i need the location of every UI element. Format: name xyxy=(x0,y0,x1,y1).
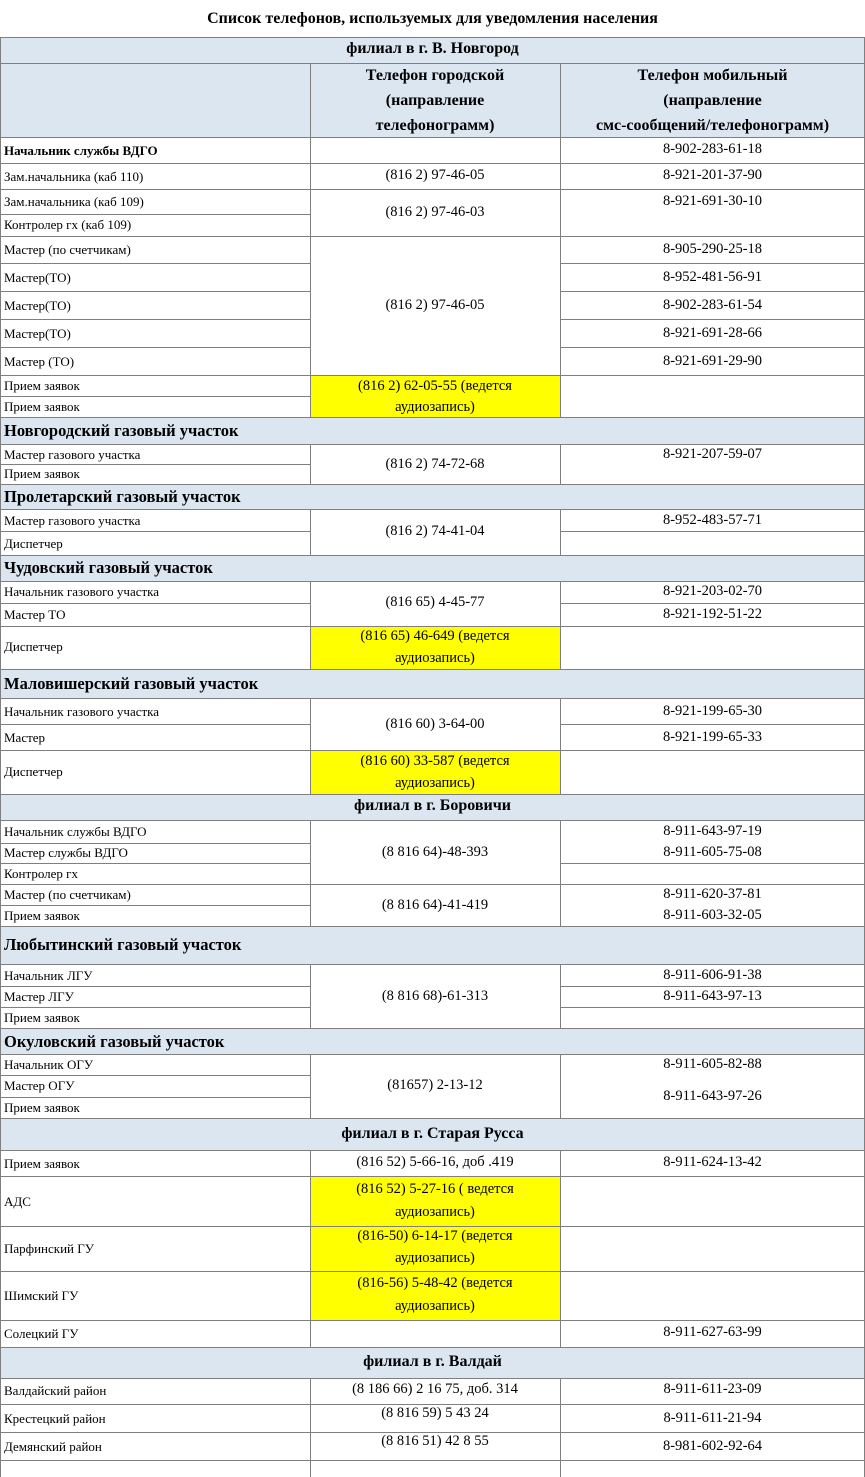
column-header-city: Телефон городской (направление телефонограмм) xyxy=(365,67,505,134)
row-label: Мастер(ТО) xyxy=(4,326,71,341)
grid-line xyxy=(0,214,310,215)
row-label: Крестецкий район xyxy=(4,1411,106,1426)
mobile-phone: 8-911-624-13-42 xyxy=(663,1154,762,1170)
grid-line xyxy=(560,724,865,725)
grid-line xyxy=(0,263,310,264)
city-phone: (816 52) 5-66-16, доб .419 xyxy=(356,1154,514,1170)
mobile-phone: 8-911-605-82-88 xyxy=(663,1056,762,1072)
row-label: Мастер ТО xyxy=(4,607,66,622)
grid-line xyxy=(0,396,310,397)
city-phone: (8 816 59) 5 43 24 xyxy=(381,1405,489,1421)
grid-line xyxy=(0,603,310,604)
mobile-phone: 8-952-481-56-91 xyxy=(662,269,763,285)
grid-line xyxy=(0,1460,865,1461)
row-label: Диспетчер xyxy=(4,536,63,551)
city-phone: (816 2) 97-46-03 xyxy=(385,204,485,220)
row-label: Прием заявок xyxy=(4,1156,80,1171)
row-label: Прием заявок xyxy=(4,378,80,393)
grid-line xyxy=(0,905,310,906)
mobile-phone: 8-921-691-29-90 xyxy=(662,353,763,369)
city-phone-recorded: аудиозапись) xyxy=(395,399,475,415)
grid-line xyxy=(310,1150,311,1347)
mobile-phone: 8-921-203-02-70 xyxy=(662,583,763,599)
city-phone: (8 816 64)-41-419 xyxy=(381,897,489,913)
grid-line xyxy=(0,1320,865,1321)
grid-line xyxy=(0,698,865,699)
row-label: Мастер xyxy=(4,730,46,745)
row-label: Демянский район xyxy=(4,1439,102,1454)
row-label: Прием заявок xyxy=(4,908,80,923)
city-phone: (816 2) 74-72-68 xyxy=(385,456,485,472)
grid-line xyxy=(0,626,865,627)
row-label: Начальник газового участка xyxy=(4,584,160,599)
row-label: Прием заявок xyxy=(4,1100,80,1115)
grid-line xyxy=(560,863,865,864)
mobile-phone: 8-921-201-37-90 xyxy=(662,167,763,183)
grid-line xyxy=(0,1347,865,1348)
city-phone: (8 816 64)-48-393 xyxy=(381,844,489,860)
row-label: Контролер гх (каб 109) xyxy=(4,217,132,232)
branch-valdai: филиал в г. Валдай xyxy=(363,1353,502,1370)
grid-line xyxy=(560,986,865,987)
grid-line xyxy=(560,603,865,604)
row-label: Начальник ОГУ xyxy=(4,1057,94,1072)
phone-table xyxy=(0,37,865,1477)
mobile-phone: 8-911-606-91-38 xyxy=(663,967,762,983)
grid-line xyxy=(0,843,310,844)
section-title: Чудовский газовый участок xyxy=(4,558,213,577)
mobile-phone: 8-921-207-59-07 xyxy=(662,446,763,462)
grid-line xyxy=(0,1097,310,1098)
grid-line xyxy=(560,1007,865,1008)
grid-line xyxy=(0,1028,865,1029)
mobile-phone: 8-911-611-23-09 xyxy=(663,1381,762,1397)
mobile-phone: 8-911-603-32-05 xyxy=(663,907,762,923)
branch-borovichi: филиал в г. Боровичи xyxy=(354,797,511,814)
grid-line xyxy=(0,1118,865,1119)
grid-line xyxy=(560,291,865,292)
mobile-phone: 8-911-611-21-94 xyxy=(663,1410,762,1426)
row-label: Мастер(ТО) xyxy=(4,298,71,313)
grid-line xyxy=(0,319,310,320)
grid-line xyxy=(0,863,310,864)
grid-line xyxy=(0,444,865,445)
grid-line xyxy=(0,724,310,725)
grid-line xyxy=(0,37,1,1477)
grid-line xyxy=(0,236,865,237)
city-phone-recorded: аудиозапись) xyxy=(395,650,475,666)
mobile-phone: 8-952-483-57-71 xyxy=(662,512,763,528)
city-phone: (8 816 68)-61-313 xyxy=(381,988,489,1004)
grid-line xyxy=(0,820,865,821)
row-label: Мастер(ТО) xyxy=(4,270,71,285)
row-label: Мастер (по счетчикам) xyxy=(4,242,131,257)
row-label: Мастер газового участка xyxy=(4,513,141,528)
city-phone: (8 186 66) 2 16 75, доб. 314 xyxy=(352,1381,518,1397)
mobile-phone: 8-911-643-97-26 xyxy=(663,1088,762,1104)
city-phone: (8 816 51) 42 8 55 xyxy=(381,1433,489,1449)
city-phone-recorded: (816-56) 5-48-42 (ведется xyxy=(357,1275,513,1291)
grid-line xyxy=(0,291,310,292)
grid-line xyxy=(0,1271,865,1272)
grid-line xyxy=(0,509,865,510)
grid-line xyxy=(560,1150,561,1347)
city-phone: (816 2) 74-41-04 xyxy=(385,523,485,539)
city-phone: (816 65) 4-45-77 xyxy=(385,594,485,610)
section-title: Пролетарский газовый участок xyxy=(4,487,241,506)
grid-line xyxy=(0,964,865,965)
row-label: Мастер ОГУ xyxy=(4,1078,75,1093)
row-label: Зам.начальника (каб 110) xyxy=(4,169,144,184)
grid-line xyxy=(0,1075,310,1076)
grid-line xyxy=(0,1226,865,1227)
grid-line xyxy=(560,531,865,532)
mobile-phone: 8-902-283-61-18 xyxy=(662,141,763,157)
grid-line xyxy=(0,189,865,190)
grid-line xyxy=(560,263,865,264)
mobile-phone: 8-911-620-37-81 xyxy=(663,886,762,902)
grid-line xyxy=(0,1176,865,1177)
section-title: Маловишерский газовый участок xyxy=(4,674,259,693)
city-phone-recorded: аудиозапись) xyxy=(395,1250,475,1266)
grid-line xyxy=(0,794,865,795)
mobile-phone: 8-921-192-51-22 xyxy=(662,606,763,622)
mobile-phone: 8-921-691-30-10 xyxy=(662,193,763,209)
grid-line xyxy=(0,1007,310,1008)
grid-line xyxy=(0,347,310,348)
city-phone-recorded: (816 65) 46-649 (ведется xyxy=(360,628,510,644)
row-label: Прием заявок xyxy=(4,399,80,414)
mobile-phone: 8-902-283-61-54 xyxy=(662,297,763,313)
section-title: Любытинский газовый участок xyxy=(4,935,242,954)
grid-line xyxy=(0,484,865,485)
row-label: Начальник службы ВДГО xyxy=(4,824,147,839)
row-label: Шимский ГУ xyxy=(4,1288,79,1303)
grid-line xyxy=(0,750,865,751)
column-header-mobile: Телефон мобильный (направление смс-сообщений/телефонограмм) xyxy=(595,67,830,134)
row-label: АДС xyxy=(4,1194,31,1209)
city-phone-recorded: аудиозапись) xyxy=(395,775,475,791)
mobile-phone: 8-911-643-97-13 xyxy=(663,988,762,1004)
city-phone: (816 2) 97-46-05 xyxy=(385,297,485,313)
mobile-phone: 8-921-691-28-66 xyxy=(662,325,763,341)
grid-line xyxy=(0,926,865,927)
grid-line xyxy=(0,581,865,582)
grid-line xyxy=(0,555,865,556)
row-label: Начальник газового участка xyxy=(4,704,160,719)
city-phone-recorded: (816-50) 6-14-17 (ведется xyxy=(357,1228,513,1244)
row-label: Начальник ЛГУ xyxy=(4,968,93,983)
branch-staraya-russa: филиал в г. Старая Русса xyxy=(341,1125,524,1142)
row-label: Диспетчер xyxy=(4,764,63,779)
row-label: Начальник службы ВДГО xyxy=(4,143,158,158)
mobile-phone: 8-911-605-75-08 xyxy=(663,844,762,860)
row-label: Мастер газового участка xyxy=(4,447,141,462)
row-label: Солецкий ГУ xyxy=(4,1326,79,1341)
section-title: Окуловский газовый участок xyxy=(4,1032,225,1051)
grid-line xyxy=(0,464,310,465)
branch-novgorod: филиал в г. В. Новгород xyxy=(346,40,519,57)
city-phone-recorded: (816 52) 5-27-16 ( ведется xyxy=(356,1181,514,1197)
row-label: Прием заявок xyxy=(4,1010,80,1025)
city-phone-recorded: (816 60) 33-587 (ведется xyxy=(360,753,510,769)
mobile-phone: 8-911-627-63-99 xyxy=(663,1324,762,1340)
city-phone: (816 2) 97-46-05 xyxy=(385,167,485,183)
mobile-phone: 8-921-199-65-30 xyxy=(662,703,763,719)
grid-line xyxy=(0,417,865,418)
grid-line xyxy=(0,1054,865,1055)
grid-line xyxy=(0,884,865,885)
row-label: Диспетчер xyxy=(4,639,63,654)
grid-line xyxy=(0,1378,865,1379)
grid-line xyxy=(560,347,865,348)
grid-line xyxy=(0,375,865,376)
grid-line xyxy=(560,319,865,320)
city-phone-recorded: (816 2) 62-05-55 (ведется xyxy=(358,378,512,394)
city-phone-recorded: аудиозапись) xyxy=(395,1204,475,1220)
city-phone: (816 60) 3-64-00 xyxy=(385,716,485,732)
mobile-phone: 8-921-199-65-33 xyxy=(662,729,763,745)
grid-line xyxy=(0,669,865,670)
grid-line xyxy=(0,531,310,532)
row-label: Мастер (по счетчикам) xyxy=(4,887,131,902)
section-title: Новгородский газовый участок xyxy=(4,421,239,440)
city-phone: (81657) 2-13-12 xyxy=(387,1077,483,1093)
row-label: Прием заявок xyxy=(4,466,80,481)
row-label: Зам.начальника (каб 109) xyxy=(4,194,144,209)
grid-line xyxy=(0,986,310,987)
grid-line xyxy=(0,37,865,38)
page-title: Список телефонов, используемых для уведомления населения xyxy=(207,9,658,27)
row-label: Мастер ЛГУ xyxy=(4,989,74,1004)
row-label: Валдайский район xyxy=(4,1383,107,1398)
mobile-phone: 8-911-643-97-19 xyxy=(663,823,762,839)
mobile-phone: 8-905-290-25-18 xyxy=(662,241,763,257)
row-label: Мастер (ТО) xyxy=(4,354,75,369)
grid-line xyxy=(0,163,865,164)
row-label: Мастер службы ВДГО xyxy=(4,845,128,860)
row-label: Парфинский ГУ xyxy=(4,1241,94,1256)
city-phone-recorded: аудиозапись) xyxy=(395,1298,475,1314)
mobile-phone: 8-981-602-92-64 xyxy=(662,1438,763,1454)
row-label: Контролер гх xyxy=(4,866,78,881)
grid-line xyxy=(0,1150,865,1151)
